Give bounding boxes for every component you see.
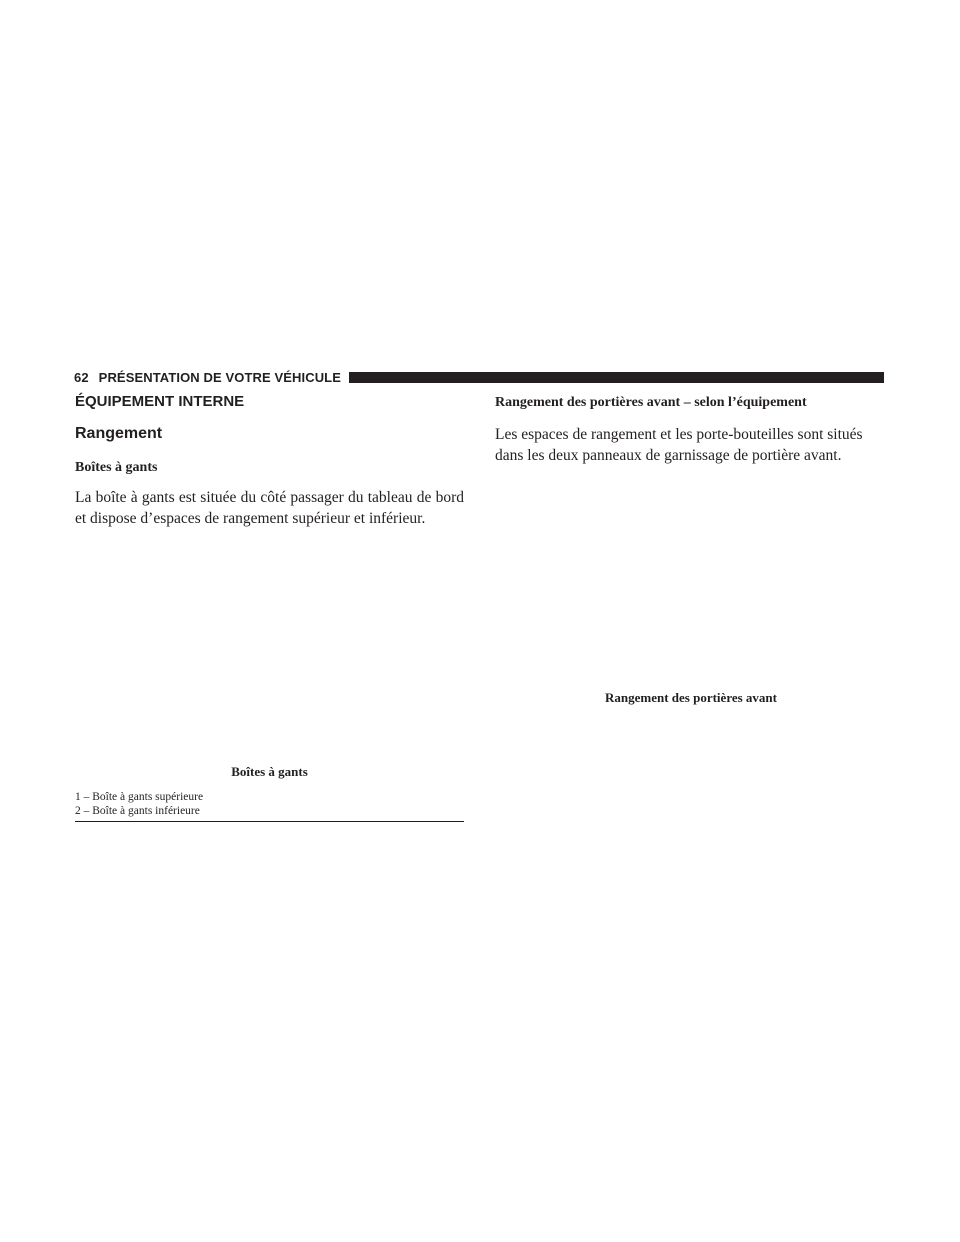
page-header: [74, 368, 884, 386]
legend-item: 2 – Boîte à gants inférieure: [75, 805, 200, 817]
legend-item: 1 – Boîte à gants supérieure: [75, 791, 204, 803]
header-rule: [349, 372, 884, 383]
glovebox-paragraph: La boîte à gants est située du côté passager du tableau de bord et dispose d’espaces de rangement supérieur et inférieur.: [75, 489, 464, 527]
door-storage-figure-caption: Rangement des portières avant: [605, 690, 777, 705]
running-title: PRÉSENTATION DE VOTRE VÉHICULE: [98, 369, 341, 385]
subsection-title: Rangement: [75, 425, 163, 442]
glovebox-heading: Boîtes à gants: [75, 460, 158, 475]
door-storage-heading: Rangement des portières avant – selon l’équipement: [495, 395, 807, 410]
page-number: 62: [74, 369, 89, 385]
section-title: ÉQUIPEMENT INTERNE: [75, 393, 245, 410]
glovebox-figure-caption: Boîtes à gants: [231, 764, 308, 779]
left-column: [75, 393, 464, 529]
figure-legend: [75, 790, 464, 822]
door-storage-paragraph: Les espaces de rangement et les porte-bouteilles sont situés dans les deux panneaux de garnissage de portière avant.: [495, 426, 863, 464]
right-column: [495, 393, 887, 466]
